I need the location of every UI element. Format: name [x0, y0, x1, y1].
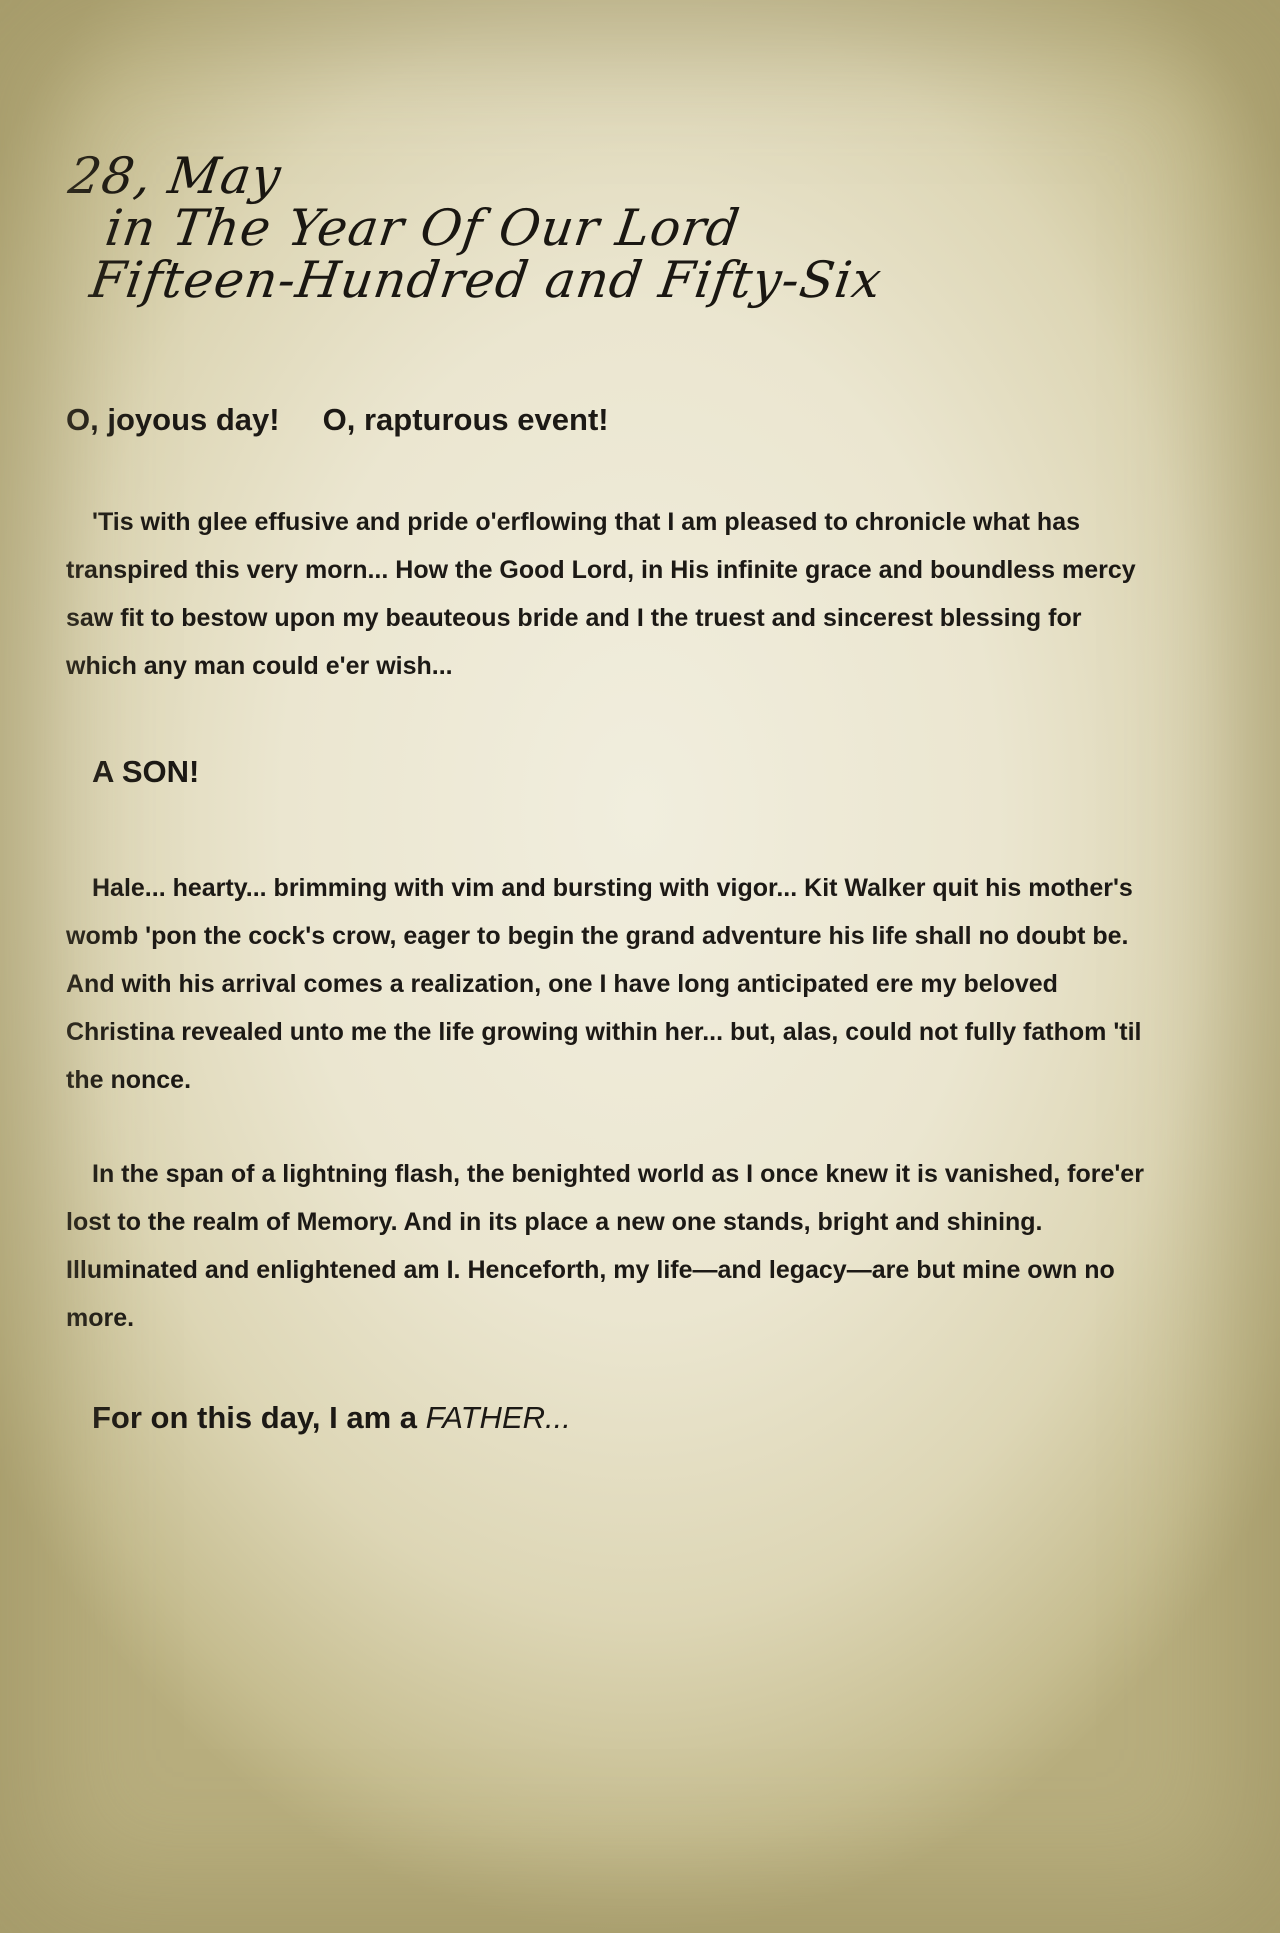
father-emphasis: FATHER...: [425, 1400, 571, 1435]
paragraph-chronicle: 'Tis with glee effusive and pride o'erflowing that I am pleased to chronicle what has transpired this very morn... How the Good Lord, in His infinite grace and boundless mercy saw fit to bestow upon my beauteous bride and I the truest and sincerest blessing for which any man could e'er wish...: [66, 508, 1136, 680]
opening-exclamation: O, joyous day! O, rapturous event!: [66, 402, 609, 437]
year-of-our-lord-line: in The Year Of Our Lord: [101, 199, 744, 257]
journal-date-heading: [51, 147, 1073, 309]
son-announcement: A SON!: [92, 754, 200, 789]
date-line: 28, May: [65, 147, 286, 205]
year-spelled-line: Fifteen-Hundred and Fifty-Six: [86, 251, 886, 309]
journal-entry: [66, 400, 1166, 1438]
closing-line: [92, 1398, 1166, 1438]
paragraph-birth: Hale... hearty... brimming with vim and bursting with vigor... Kit Walker quit his mother's womb 'pon the cock's crow, eager to begin the grand adventure his life shall no doubt be. And with his arrival comes a realization, one I have long anticipated ere my beloved Christina revealed unto me the life growing within her... but, alas, could not fully fathom 'til the nonce.: [66, 874, 1142, 1094]
paragraph-realization: In the span of a lightning flash, the benighted world as I once knew it is vanished, fore'er lost to the realm of Memory. And in its place a new one stands, bright and shining. Illuminated and enlightened am I. Henceforth, my life—and legacy—are but mine own no more.: [66, 1160, 1144, 1332]
closing-lead: For on this day, I am a: [92, 1400, 426, 1435]
